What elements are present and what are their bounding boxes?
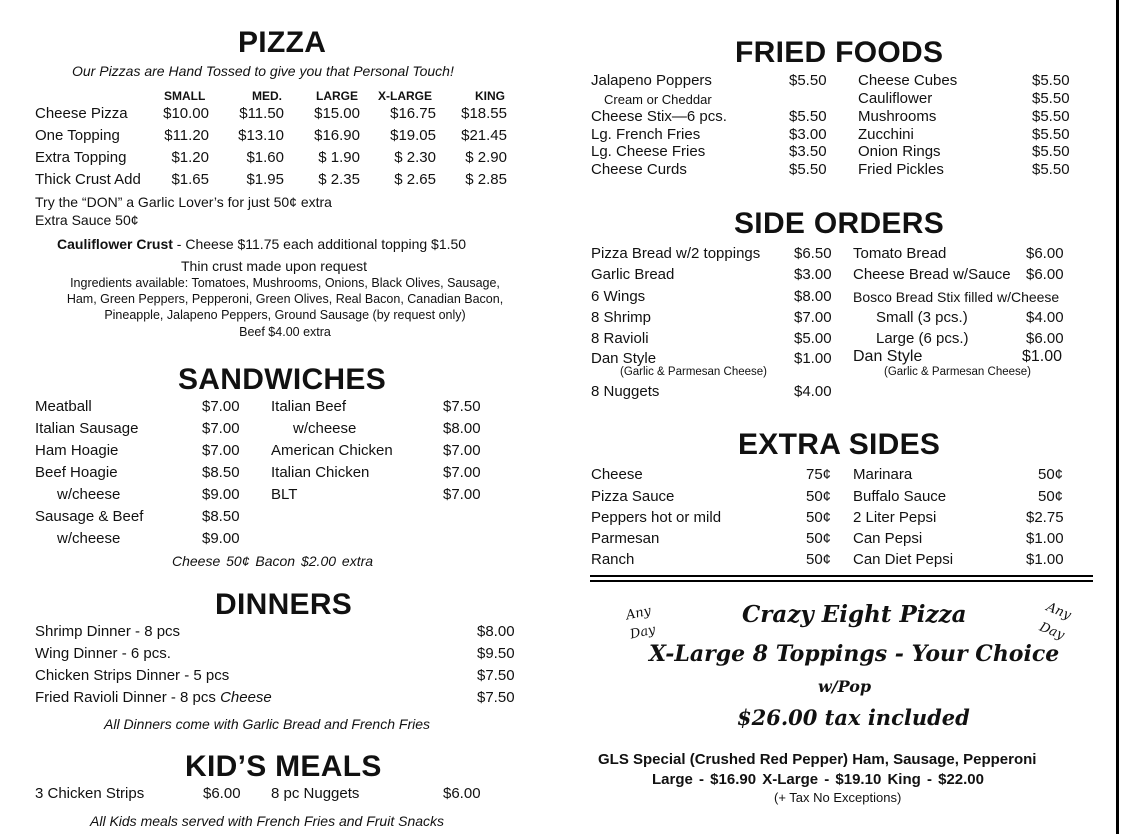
pizza-price: $16.75 xyxy=(390,105,436,122)
pizza-name: Cheese Pizza xyxy=(35,105,128,122)
fried-name: Jalapeno Poppers xyxy=(591,72,712,89)
sandwich-name: w/cheese xyxy=(57,530,121,547)
side-name: Bosco Bread Stix filled w/Cheese xyxy=(853,289,1060,305)
side-name: 8 Shrimp xyxy=(591,309,652,326)
side-name: Cheese Bread w/Sauce xyxy=(853,266,1011,283)
dinner-name-italic: Cheese xyxy=(220,689,272,706)
special-price: $26.00 tax included xyxy=(737,705,970,730)
gls-line2: Large - $16.90 X-Large - $19.10 King - $22.00 xyxy=(652,771,984,788)
ingredients-line: Pineapple, Jalapeno Peppers, Ground Sausage (by request only) xyxy=(104,308,466,322)
sandwich-price: $7.00 xyxy=(202,398,240,415)
dinner-name: Shrimp Dinner - 8 pcs xyxy=(35,623,181,640)
gls-line1: GLS Special (Crushed Red Pepper) Ham, Sausage, Pepperoni xyxy=(598,751,1037,768)
side-price: $6.00 xyxy=(1026,266,1064,283)
extra-name: Cheese xyxy=(591,466,643,483)
sandwich-name: BLT xyxy=(271,486,298,503)
dinner-name: Wing Dinner - 6 pcs. xyxy=(35,645,171,662)
fried-name: Onion Rings xyxy=(858,143,941,160)
side-name: Garlic Bread xyxy=(591,266,675,283)
pizza-price: $1.20 xyxy=(171,149,209,166)
kids-price: $6.00 xyxy=(203,785,241,802)
any-day-right: Any xyxy=(1044,599,1074,624)
special-line2: X-Large 8 Toppings - Your Choice xyxy=(649,641,1060,667)
pizza-tagline: Our Pizzas are Hand Tossed to give you that Personal Touch! xyxy=(72,63,454,79)
pizza-price: $1.95 xyxy=(246,171,284,188)
dinners-note: All Dinners come with Garlic Bread and French Fries xyxy=(104,716,431,732)
size-king: KING xyxy=(475,89,505,103)
dinner-price: $8.00 xyxy=(477,623,515,640)
size-small: SMALL xyxy=(164,89,206,103)
side-price: $7.00 xyxy=(794,309,832,326)
fried-price: $5.50 xyxy=(789,108,827,125)
kids-price: $6.00 xyxy=(443,785,481,802)
sandwich-price: $9.00 xyxy=(202,530,240,547)
sandwich-name: Sausage & Beef xyxy=(35,508,144,525)
sandwich-price: $7.50 xyxy=(443,398,481,415)
size-xlarge: X-LARGE xyxy=(378,89,432,103)
extra-price: $1.00 xyxy=(1026,551,1064,568)
extra-name: Can Diet Pepsi xyxy=(853,551,954,568)
extra-name: Parmesan xyxy=(591,530,660,547)
extra-name: Ranch xyxy=(591,551,635,568)
fried-price: $5.50 xyxy=(1032,72,1070,89)
fried-price: $5.50 xyxy=(1032,143,1070,160)
side-price: $8.00 xyxy=(794,288,832,305)
side-name: 8 Ravioli xyxy=(591,330,649,347)
side-name: Large (6 pcs.) xyxy=(876,330,969,347)
side-price: $1.00 xyxy=(1022,348,1063,365)
sandwich-name: w/cheese xyxy=(57,486,121,503)
sandwich-name: Italian Beef xyxy=(271,398,347,415)
pizza-price: $11.50 xyxy=(239,105,284,122)
sandwich-price: $8.00 xyxy=(443,420,481,437)
size-large: LARGE xyxy=(316,89,358,103)
side-price: $3.00 xyxy=(794,266,832,283)
cauliflower-text: - Cheese $11.75 each additional topping $1.50 xyxy=(172,236,467,252)
special-title: Crazy Eight Pizza xyxy=(742,601,967,628)
sandwich-price: $7.00 xyxy=(202,442,240,459)
sandwich-name: Italian Sausage xyxy=(35,420,139,437)
sandwich-price: $9.00 xyxy=(202,486,240,503)
sandwich-name: American Chicken xyxy=(271,442,393,459)
fried-name: Zucchini xyxy=(858,126,914,143)
sandwich-price: $8.50 xyxy=(202,464,240,481)
side-price: $6.00 xyxy=(1026,330,1064,347)
side-name: Small (3 pcs.) xyxy=(876,309,968,326)
fried-price: $5.50 xyxy=(1032,161,1070,178)
fried-price: $5.50 xyxy=(789,72,827,89)
cauliflower-label: Cauliflower Crust xyxy=(57,236,173,252)
fried-name: Cheese Curds xyxy=(591,161,687,178)
side-price: $6.00 xyxy=(1026,245,1064,262)
thin-crust-note: Thin crust made upon request xyxy=(181,258,367,274)
side-name: Dan Style xyxy=(591,350,657,367)
pizza-name: One Topping xyxy=(35,127,120,144)
sandwich-name: w/cheese xyxy=(293,420,357,437)
side-name: 8 Nuggets xyxy=(591,383,660,400)
extra-name: Buffalo Sauce xyxy=(853,488,947,505)
extra-price: $2.75 xyxy=(1026,509,1064,526)
extra-name: Peppers hot or mild xyxy=(591,509,722,526)
pizza-price: $10.00 xyxy=(163,105,209,122)
sandwich-name: Ham Hoagie xyxy=(35,442,119,459)
dinner-name-ravioli xyxy=(35,689,272,706)
extra-price: 50¢ xyxy=(806,530,832,547)
dinner-name: Chicken Strips Dinner - 5 pcs xyxy=(35,667,230,684)
sandwich-name: Italian Chicken xyxy=(271,464,370,481)
gls-line3: (+ Tax No Exceptions) xyxy=(774,790,902,805)
pizza-price: $ 2.30 xyxy=(394,149,436,166)
sandwich-price: $8.50 xyxy=(202,508,240,525)
sandwiches-title: SANDWICHES xyxy=(178,363,387,396)
any-day-right: Day xyxy=(1037,619,1067,644)
extra-price: 50¢ xyxy=(1038,488,1064,505)
side-name: Tomato Bread xyxy=(853,245,947,262)
extra-price: 50¢ xyxy=(806,551,832,568)
any-day-left: Any xyxy=(624,603,653,624)
extra-price: 75¢ xyxy=(806,466,832,483)
pizza-price: $11.20 xyxy=(164,127,209,144)
pizza-price: $ 2.85 xyxy=(465,171,507,188)
pizza-price: $16.90 xyxy=(314,127,360,144)
extra-name: 2 Liter Pepsi xyxy=(853,509,937,526)
side-note: (Garlic & Parmesan Cheese) xyxy=(884,366,1031,378)
fried-name: Fried Pickles xyxy=(858,161,944,178)
fried-name: Cheese Stix—6 pcs. xyxy=(591,108,727,125)
fried-name: Cheese Cubes xyxy=(858,72,958,89)
pizza-price: $1.60 xyxy=(246,149,284,166)
fried-price: $5.50 xyxy=(1032,108,1070,125)
dinner-price: $7.50 xyxy=(477,667,515,684)
side-orders-title: SIDE ORDERS xyxy=(734,207,945,240)
special-line3: w/Pop xyxy=(818,677,872,696)
fried-sub: Cream or Cheddar xyxy=(604,92,712,107)
extra-name: Pizza Sauce xyxy=(591,488,675,505)
pizza-price: $19.05 xyxy=(390,127,436,144)
fried-price: $5.50 xyxy=(1032,126,1070,143)
fried-price: $3.00 xyxy=(789,126,827,143)
kids-name: 3 Chicken Strips xyxy=(35,785,145,802)
divider-line xyxy=(590,575,1093,577)
ingredients-line: Ingredients available: Tomatoes, Mushrooms, Onions, Black Olives, Sausage, xyxy=(70,276,500,290)
pizza-name: Thick Crust Add xyxy=(35,171,141,188)
pizza-price: $1.65 xyxy=(171,171,209,188)
pizza-price: $13.10 xyxy=(238,127,284,144)
side-name: Pizza Bread w/2 toppings xyxy=(591,245,761,262)
sandwich-extras: Cheese 50¢ Bacon $2.00 extra xyxy=(172,553,374,569)
extra-price: 50¢ xyxy=(806,509,832,526)
pizza-price: $15.00 xyxy=(314,105,360,122)
fried-price: $3.50 xyxy=(789,143,827,160)
side-name: Dan Style xyxy=(853,348,923,365)
side-price: $1.00 xyxy=(794,350,832,367)
don-note: Try the “DON” a Garlic Lover’s for just 50¢ extra xyxy=(35,194,332,210)
pizza-title: PIZZA xyxy=(238,26,327,59)
kids-title: KID’S MEALS xyxy=(185,750,382,783)
pizza-price: $ 1.90 xyxy=(318,149,360,166)
side-price: $4.00 xyxy=(794,383,832,400)
pizza-price: $21.45 xyxy=(461,127,507,144)
fried-price: $5.50 xyxy=(789,161,827,178)
fried-name: Lg. Cheese Fries xyxy=(591,143,706,160)
dinner-price: $7.50 xyxy=(477,689,515,706)
sandwich-price: $7.00 xyxy=(443,442,481,459)
size-med: MED. xyxy=(252,89,282,103)
fried-name: Cauliflower xyxy=(858,90,933,107)
dinners-title: DINNERS xyxy=(215,588,353,621)
extra-price: $1.00 xyxy=(1026,530,1064,547)
extra-name: Can Pepsi xyxy=(853,530,923,547)
side-price: $4.00 xyxy=(1026,309,1064,326)
sandwich-price: $7.00 xyxy=(443,486,481,503)
extra-price: 50¢ xyxy=(806,488,832,505)
sandwich-name: Meatball xyxy=(35,398,92,415)
dinner-name: Fried Ravioli Dinner - 8 pcs xyxy=(35,689,221,706)
fried-name: Lg. French Fries xyxy=(591,126,701,143)
side-name: 6 Wings xyxy=(591,288,646,305)
pizza-price: $18.55 xyxy=(461,105,507,122)
fried-title: FRIED FOODS xyxy=(735,36,944,69)
ingredients-line: Beef $4.00 extra xyxy=(239,325,331,339)
kids-name: 8 pc Nuggets xyxy=(271,785,360,802)
sandwich-price: $7.00 xyxy=(443,464,481,481)
fried-name: Mushrooms xyxy=(858,108,937,125)
pizza-price: $ 2.90 xyxy=(465,149,507,166)
pizza-price: $ 2.65 xyxy=(394,171,436,188)
kids-note: All Kids meals served with French Fries and Fruit Snacks xyxy=(90,813,445,829)
any-day-left: Day xyxy=(628,622,657,643)
dinner-price: $9.50 xyxy=(477,645,515,662)
extra-sides-title: EXTRA SIDES xyxy=(738,428,941,461)
page-edge xyxy=(1116,0,1119,834)
extra-name: Marinara xyxy=(853,466,913,483)
side-note: (Garlic & Parmesan Cheese) xyxy=(620,366,767,378)
extra-price: 50¢ xyxy=(1038,466,1064,483)
sandwich-name: Beef Hoagie xyxy=(35,464,118,481)
sandwich-price: $7.00 xyxy=(202,420,240,437)
divider-line xyxy=(590,580,1093,582)
cauliflower-crust xyxy=(57,236,466,252)
side-price: $5.00 xyxy=(794,330,832,347)
sauce-note: Extra Sauce 50¢ xyxy=(35,212,139,228)
ingredients-line: Ham, Green Peppers, Pepperoni, Green Olives, Real Bacon, Canadian Bacon, xyxy=(66,292,504,306)
pizza-name: Extra Topping xyxy=(35,149,127,166)
fried-price: $5.50 xyxy=(1032,90,1070,107)
pizza-price: $ 2.35 xyxy=(318,171,360,188)
side-price: $6.50 xyxy=(794,245,832,262)
